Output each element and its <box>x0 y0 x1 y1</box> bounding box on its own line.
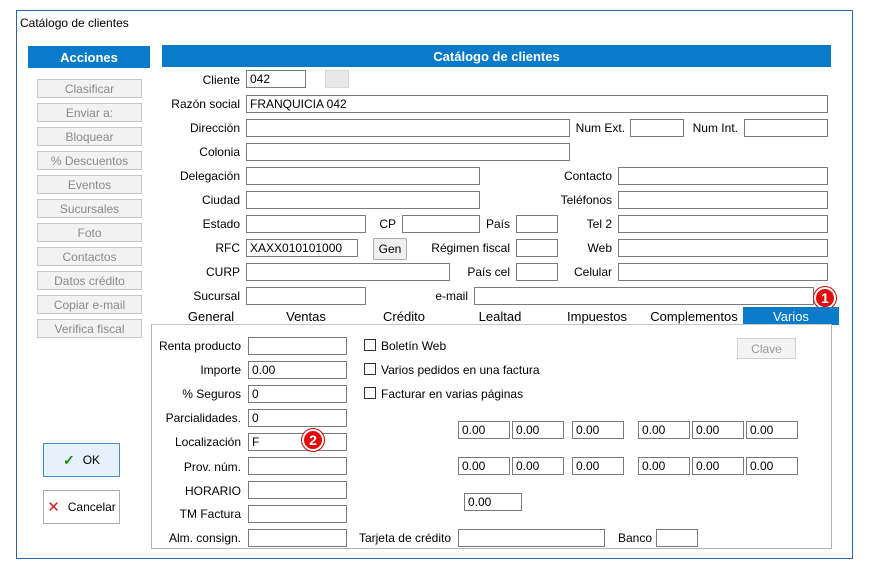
razon-label: Razón social <box>171 97 240 111</box>
sucursal-input[interactable] <box>246 287 366 305</box>
banco-label: Banco <box>617 531 652 545</box>
boletin-checkbox[interactable] <box>364 339 376 351</box>
estado-label: Estado <box>202 217 240 231</box>
varios-pedidos-label: Varios pedidos en una factura <box>381 363 540 377</box>
cliente-lookup-button[interactable] <box>325 70 349 88</box>
provnum-input[interactable] <box>248 457 347 475</box>
grid-r2-c1[interactable]: 0.00 <box>458 457 510 475</box>
email-input[interactable] <box>474 287 814 305</box>
tarjeta-label: Tarjeta de crédito <box>358 531 451 545</box>
curp-input[interactable] <box>246 263 450 281</box>
web-input[interactable] <box>618 239 828 257</box>
grid-r1-c2[interactable]: 0.00 <box>512 421 564 439</box>
clave-button[interactable]: Clave <box>737 338 796 359</box>
rfc-input[interactable]: XAXX010101000 <box>246 239 358 257</box>
numext-label: Num Ext. <box>575 121 625 135</box>
tab-general[interactable]: General <box>187 308 235 324</box>
colonia-label: Colonia <box>199 145 240 159</box>
sidebar-item-datos-credito[interactable]: Datos crédito <box>37 271 142 290</box>
almconsign-label: Alm. consign. <box>168 531 241 545</box>
celular-input[interactable] <box>618 263 828 281</box>
importe-label: Importe <box>200 363 241 377</box>
rfc-label: RFC <box>215 241 240 255</box>
telefonos-label: Teléfonos <box>560 193 612 207</box>
grid-r1-c3[interactable]: 0.00 <box>572 421 624 439</box>
catalog-header: Catálogo de clientes <box>162 45 831 67</box>
grid-r2-c6[interactable]: 0.00 <box>746 457 798 475</box>
provnum-label: Prov. núm. <box>183 460 241 474</box>
parcialidades-input[interactable]: 0 <box>248 409 347 427</box>
numint-input[interactable] <box>744 119 828 137</box>
grid-r1-c4[interactable]: 0.00 <box>638 421 690 439</box>
close-icon: ✕ <box>47 499 60 516</box>
direccion-label: Dirección <box>189 121 240 135</box>
sidebar-item-foto[interactable]: Foto <box>37 223 142 242</box>
numint-label: Num Int. <box>692 121 738 135</box>
tab-impuestos[interactable]: Impuestos <box>567 308 627 324</box>
seguros-label: % Seguros <box>182 387 241 401</box>
localizacion-label: Localización <box>174 435 241 449</box>
grid-r2-c4[interactable]: 0.00 <box>638 457 690 475</box>
grid-r2-c3[interactable]: 0.00 <box>572 457 624 475</box>
ok-label: OK <box>82 453 101 467</box>
cp-input[interactable] <box>402 215 480 233</box>
grid-r1-c5[interactable]: 0.00 <box>692 421 744 439</box>
paiscel-label: País cel <box>467 265 510 279</box>
banco-input[interactable] <box>656 529 698 547</box>
sidebar-item-descuentos[interactable]: % Descuentos <box>37 151 142 170</box>
cancel-label: Cancelar <box>67 500 116 514</box>
tab-credito[interactable]: Crédito <box>383 308 425 324</box>
sidebar-item-eventos[interactable]: Eventos <box>37 175 142 194</box>
horario-label: HORARIO <box>184 484 241 498</box>
sucursal-label: Sucursal <box>193 289 240 303</box>
seguros-input[interactable]: 0 <box>248 385 347 403</box>
importe-input[interactable]: 0.00 <box>248 361 347 379</box>
grid-r2-c5[interactable]: 0.00 <box>692 457 744 475</box>
delegacion-label: Delegación <box>179 169 240 183</box>
ciudad-input[interactable] <box>246 191 480 209</box>
cp-label: CP <box>379 217 396 231</box>
pais-label: País <box>485 217 510 231</box>
sidebar-item-clasificar[interactable]: Clasificar <box>37 79 142 98</box>
varios-pedidos-checkbox[interactable] <box>364 363 376 375</box>
numext-input[interactable] <box>630 119 684 137</box>
horario-input[interactable] <box>248 481 347 499</box>
check-icon: ✓ <box>62 451 75 468</box>
cancel-button[interactable] <box>43 490 120 524</box>
grid-r2-c2[interactable]: 0.00 <box>512 457 564 475</box>
tab-complementos[interactable]: Complementos <box>650 308 738 324</box>
razon-input[interactable]: FRANQUICIA 042 <box>246 95 828 113</box>
tab-lealtad[interactable]: Lealtad <box>478 308 522 324</box>
renta-label: Renta producto <box>158 339 241 353</box>
facturar-label: Facturar en varias páginas <box>381 387 524 401</box>
sidebar-item-sucursales[interactable]: Sucursales <box>37 199 142 218</box>
telefonos-input[interactable] <box>618 191 828 209</box>
tarjeta-input[interactable] <box>458 529 605 547</box>
sidebar-item-bloquear[interactable]: Bloquear <box>37 127 142 146</box>
almconsign-input[interactable] <box>248 529 347 547</box>
celular-label: Celular <box>573 265 612 279</box>
sidebar-item-copiar-email[interactable]: Copiar e-mail <box>37 295 142 314</box>
regimen-input[interactable] <box>516 239 558 257</box>
web-label: Web <box>587 241 612 255</box>
tel2-label: Tel 2 <box>586 217 612 231</box>
paiscel-input[interactable] <box>516 263 558 281</box>
delegacion-input[interactable] <box>246 167 480 185</box>
actions-header: Acciones <box>28 46 150 68</box>
estado-input[interactable] <box>246 215 366 233</box>
cliente-label: Cliente <box>202 73 240 87</box>
contacto-label: Contacto <box>563 169 612 183</box>
renta-input[interactable] <box>248 337 347 355</box>
facturar-checkbox[interactable] <box>364 387 376 399</box>
tab-varios[interactable]: Varios <box>743 307 839 325</box>
single-value-input[interactable]: 0.00 <box>464 493 522 511</box>
tel2-input[interactable] <box>618 215 828 233</box>
cliente-input[interactable]: 042 <box>246 70 306 88</box>
email-label: e-mail <box>435 289 468 303</box>
tab-ventas[interactable]: Ventas <box>286 308 326 324</box>
colonia-input[interactable] <box>246 143 570 161</box>
callout-badge-1: 1 <box>814 287 836 309</box>
parcialidades-label: Parcialidades. <box>165 411 241 425</box>
grid-r1-c6[interactable]: 0.00 <box>746 421 798 439</box>
boletin-label: Boletín Web <box>381 339 447 353</box>
sidebar-item-contactos[interactable]: Contactos <box>37 247 142 266</box>
gen-button[interactable]: Gen <box>373 238 407 260</box>
regimen-label: Régimen fiscal <box>431 241 510 255</box>
ciudad-label: Ciudad <box>201 193 240 207</box>
tmfactura-input[interactable] <box>248 505 347 523</box>
tmfactura-label: TM Factura <box>179 507 241 521</box>
contacto-input[interactable] <box>618 167 828 185</box>
sidebar-item-enviar[interactable]: Enviar a: <box>37 103 142 122</box>
localizacion-input[interactable]: F <box>248 433 347 451</box>
ok-button[interactable] <box>43 443 120 477</box>
window-title: Catálogo de clientes <box>20 16 129 30</box>
direccion-input[interactable] <box>246 119 570 137</box>
callout-badge-2: 2 <box>302 429 324 451</box>
pais-input[interactable] <box>516 215 558 233</box>
sidebar-item-verifica-fiscal[interactable]: Verifica fiscal <box>37 319 142 338</box>
grid-r1-c1[interactable]: 0.00 <box>458 421 510 439</box>
curp-label: CURP <box>205 265 240 279</box>
